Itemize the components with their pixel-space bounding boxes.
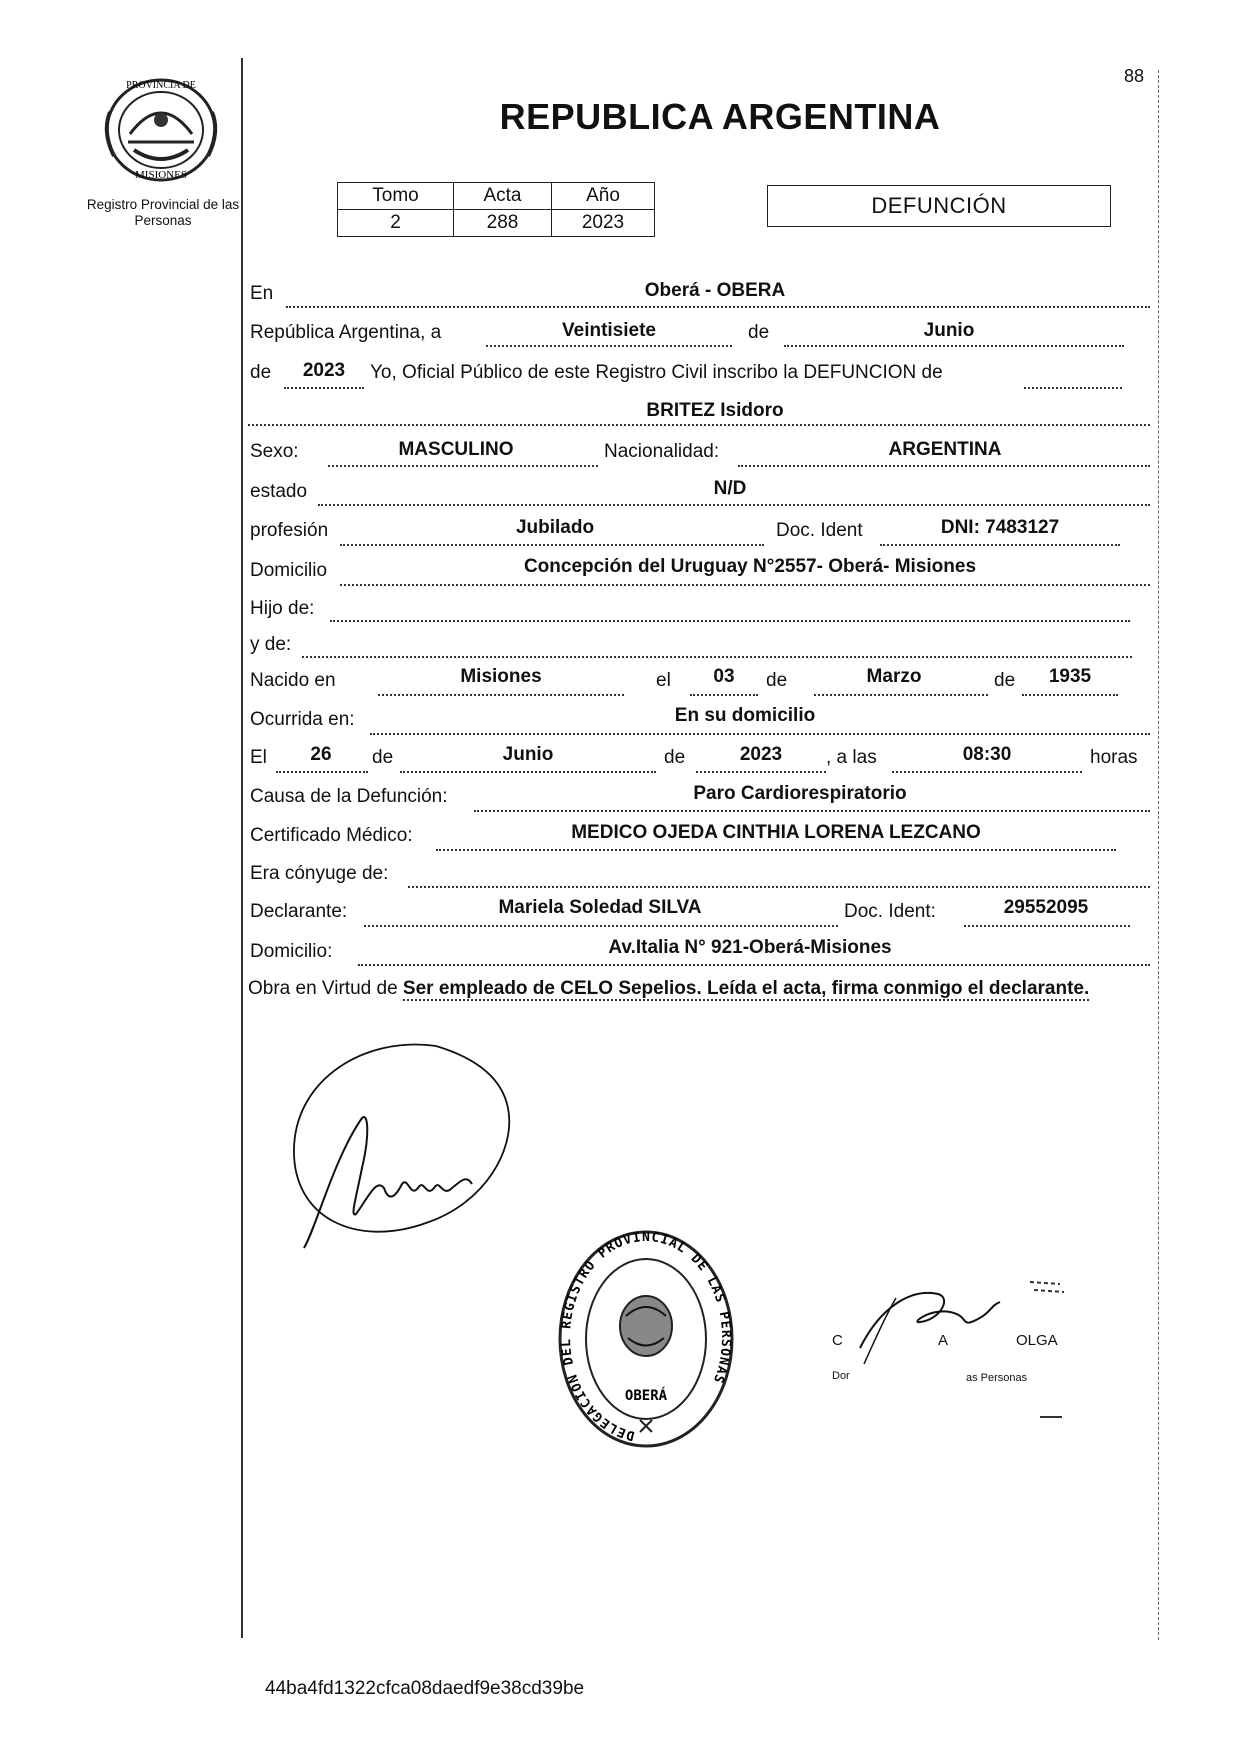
label-domicilio: Domicilio (250, 560, 328, 581)
dotted-line (892, 771, 1082, 773)
value-nac-anio: 1935 (1048, 666, 1092, 687)
label-el2: El (250, 747, 267, 768)
declarant-signature-icon (276, 1038, 516, 1258)
label-doc-ident: Doc. Ident (776, 520, 863, 541)
value-mes: Junio (923, 320, 975, 341)
label-en: En (250, 283, 274, 304)
dotted-line (318, 504, 1150, 506)
dotted-line (328, 465, 598, 467)
dotted-line (408, 886, 1150, 888)
dotted-line (286, 306, 1150, 308)
officer-stamp-line1c: OLGA (1016, 1332, 1058, 1349)
document-title: REPUBLICA ARGENTINA (499, 96, 941, 137)
label-y-de: y de: (250, 634, 292, 655)
dotted-line (436, 849, 1116, 851)
value-certificado: MEDICO OJEDA CINTHIA LORENA LEZCANO (571, 822, 981, 843)
value-fall-hora: 08:30 (962, 744, 1012, 765)
label-yo-oficial: Yo, Oficial Público de este Registro Civil inscribo la DEFUNCION de (370, 362, 943, 383)
value-nac-mes: Marzo (866, 666, 922, 687)
label-de-fall2: de (664, 747, 686, 768)
dotted-line (690, 694, 758, 696)
dotted-line (378, 694, 624, 696)
label-de-nac1: de (766, 670, 788, 691)
label-conyuge: Era cónyuge de: (250, 863, 389, 884)
label-certificado: Certificado Médico: (250, 825, 413, 846)
value-nacido-en: Misiones (460, 666, 542, 687)
svg-text:OBERÁ: OBERÁ (624, 1388, 668, 1404)
officer-signature-icon (820, 1268, 1070, 1388)
officer-stamp-line1: C (832, 1332, 843, 1349)
label-ocurrida-en: Ocurrida en: (250, 709, 355, 730)
dotted-line (248, 424, 1150, 426)
dotted-line (284, 387, 364, 389)
label-de-nac2: de (994, 670, 1016, 691)
value-causa: Paro Cardiorespiratorio (693, 783, 907, 804)
table-cell-acta: 288 (454, 210, 552, 237)
record-type-box: DEFUNCIÓN (767, 185, 1111, 227)
officer-stamp-line2b: as Personas (966, 1372, 1028, 1384)
stamp-dash (1040, 1416, 1062, 1418)
label-declarante: Declarante: (250, 901, 348, 922)
dotted-line (814, 694, 988, 696)
label-de-fall1: de (372, 747, 394, 768)
value-lugar: Oberá - OBERA (644, 280, 786, 301)
dotted-line (370, 733, 1150, 735)
dotted-line (1024, 387, 1122, 389)
value-anio: 2023 (302, 360, 346, 381)
value-nombre: BRITEZ Isidoro (646, 400, 784, 421)
table-cell-anio: 2023 (552, 210, 655, 237)
label-a-las: , a las (826, 747, 877, 768)
label-nacionalidad: Nacionalidad: (604, 441, 720, 462)
value-profesion: Jubilado (515, 517, 595, 538)
value-ocurrida-en: En su domicilio (674, 705, 816, 726)
label-domicilio2: Domicilio: (250, 941, 333, 962)
value-sexo: MASCULINO (398, 439, 514, 460)
dotted-line (302, 656, 1132, 658)
table-header-tomo: Tomo (338, 183, 454, 210)
value-declarante-doc: 29552095 (1003, 897, 1089, 918)
dotted-line (340, 544, 764, 546)
acta-table (337, 182, 655, 237)
dotted-line (364, 925, 838, 927)
label-causa: Causa de la Defunción: (250, 786, 448, 807)
table-cell-tomo: 2 (338, 210, 454, 237)
label-horas: horas (1090, 747, 1138, 768)
left-margin-line (241, 58, 243, 1638)
dotted-line (738, 465, 1150, 467)
dotted-line (330, 620, 1130, 622)
value-doc-ident: DNI: 7483127 (940, 517, 1060, 538)
obra-en-virtud-paragraph (248, 975, 1148, 1002)
dotted-line (340, 584, 1150, 586)
label-doc-ident2: Doc. Ident: (844, 901, 936, 922)
delegation-seal-icon (556, 1228, 736, 1450)
value-fall-anio: 2023 (739, 744, 783, 765)
label-de: de (748, 322, 770, 343)
value-nac-dia: 03 (713, 666, 735, 687)
label-el: el (656, 670, 671, 691)
label-profesion: profesión (250, 520, 329, 541)
dotted-line (1022, 694, 1118, 696)
right-margin-line (1158, 70, 1159, 1640)
page-number: 88 (1124, 66, 1145, 86)
registry-name: Registro Provincial de las Personas (86, 197, 240, 228)
label-republica-a: República Argentina, a (250, 322, 442, 343)
svg-text:MISIONES: MISIONES (135, 169, 187, 181)
value-domicilio: Concepción del Uruguay N°2557- Oberá- Misiones (523, 556, 977, 577)
dotted-line (486, 345, 732, 347)
dotted-line (400, 771, 656, 773)
document-hash: 44ba4fd1322cfca08daedf9e38cd39be (265, 1678, 585, 1699)
value-declarante-domicilio: Av.Italia N° 921-Oberá-Misiones (608, 937, 892, 958)
svg-text:PROVINCIA DE: PROVINCIA DE (126, 80, 196, 91)
svg-text:DELEGACION DEL REGISTRO PROVIN: DELEGACION DEL REGISTRO PROVINCIAL DE LAS PERSONAS (558, 1229, 734, 1443)
dotted-line (964, 925, 1130, 927)
value-declarante: Mariela Soledad SILVA (498, 897, 702, 918)
dotted-line (358, 964, 1150, 966)
label-nacido-en: Nacido en (250, 670, 336, 691)
value-fall-dia: 26 (310, 744, 332, 765)
label-sexo: Sexo: (250, 441, 299, 462)
dotted-line (474, 810, 1150, 812)
label-de2: de (250, 362, 272, 383)
officer-stamp-line2: Dor (832, 1370, 850, 1382)
label-hijo-de: Hijo de: (250, 598, 315, 619)
table-header-acta: Acta (454, 183, 552, 210)
value-fall-mes: Junio (502, 744, 554, 765)
provincial-emblem-icon (100, 72, 222, 184)
dotted-line (880, 544, 1120, 546)
label-estado: estado (250, 481, 308, 502)
dotted-line (276, 771, 368, 773)
value-estado: N/D (713, 478, 747, 499)
dotted-line (784, 345, 1124, 347)
label-obra-en-virtud: Obra en Virtud de (248, 978, 398, 999)
value-nacionalidad: ARGENTINA (888, 439, 1002, 460)
table-header-anio: Año (552, 183, 655, 210)
dotted-line (696, 771, 826, 773)
officer-stamp-line1b: A (938, 1332, 949, 1349)
value-dia-texto: Veintisiete (562, 320, 656, 341)
value-obra-texto: Ser empleado de CELO Sepelios. Leída el acta, firma conmigo el declarante. (402, 978, 1090, 999)
